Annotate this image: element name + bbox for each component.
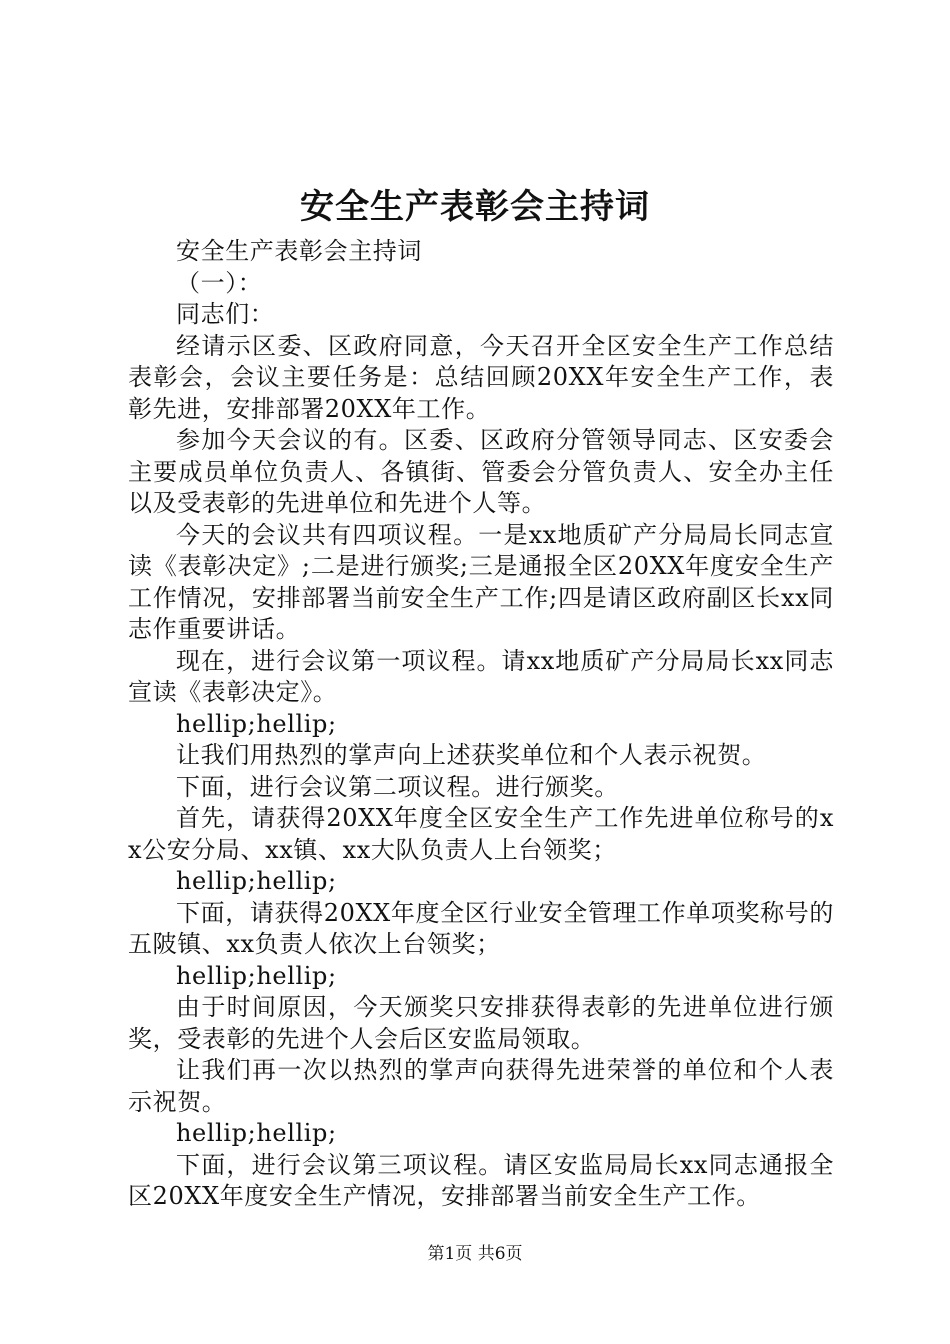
paragraph: 现在，进行会议第一项议程。请xx地质矿产分局局长xx同志宣读《表彰决定》。 [128, 646, 834, 706]
paragraph: 下面，进行会议第三项议程。请区安监局局长xx同志通报全区20XX年度安全生产情况，安排部署当前安全生产工作。 [128, 1150, 834, 1210]
paragraph: （一）： [176, 268, 263, 297]
paragraph: 让我们用热烈的掌声向上述获奖单位和个人表示祝贺。 [176, 741, 767, 769]
page-number-footer: 第1页 共6页 [427, 1244, 523, 1264]
paragraph: 首先，请获得20XX年度全区安全生产工作先进单位称号的xx公安分局、xx镇、xx大队负责人上台领奖； [128, 804, 834, 864]
paragraph: 让我们再一次以热烈的掌声向获得先进荣誉的单位和个人表示祝贺。 [128, 1056, 834, 1116]
paragraph: 下面，进行会议第二项议程。进行颁奖。 [176, 772, 619, 801]
paragraph: 参加今天会议的有。区委、区政府分管领导同志、区安委会主要成员单位负责人、各镇街、管委会分管负责人、安全办主任以及受表彰的先进单位和先进个人等。 [128, 426, 834, 517]
paragraph: hellip;hellip; [176, 709, 337, 738]
paragraph: 由于时间原因，今天颁奖只安排获得表彰的先进单位进行颁奖，受表彰的先进个人会后区安监局领取。 [128, 993, 834, 1053]
document-body [128, 236, 834, 1213]
paragraph: hellip;hellip; [176, 961, 337, 990]
paragraph: 同志们： [176, 300, 275, 328]
paragraph: 经请示区委、区政府同意，今天召开全区安全生产工作总结表彰会，会议主要任务是：总结回顾20XX年安全生产工作，表彰先进，安排部署20XX年工作。 [128, 331, 834, 423]
paragraph: hellip;hellip; [176, 1119, 337, 1147]
paragraph: 下面，请获得20XX年度全区行业安全管理工作单项奖称号的五陂镇、xx负责人依次上台领奖； [128, 898, 834, 958]
paragraph: hellip;hellip; [176, 867, 337, 895]
document-title: 安全生产表彰会主持词 [300, 187, 650, 227]
paragraph: 安全生产表彰会主持词 [176, 237, 422, 265]
paragraph: 今天的会议共有四项议程。一是xx地质矿产分局局长同志宣读《表彰决定》;二是进行颁奖;三是通报全区20XX年度安全生产工作情况，安排部署当前安全生产工作;四是请区政府副区长xx同志作重要讲话。 [128, 520, 834, 643]
